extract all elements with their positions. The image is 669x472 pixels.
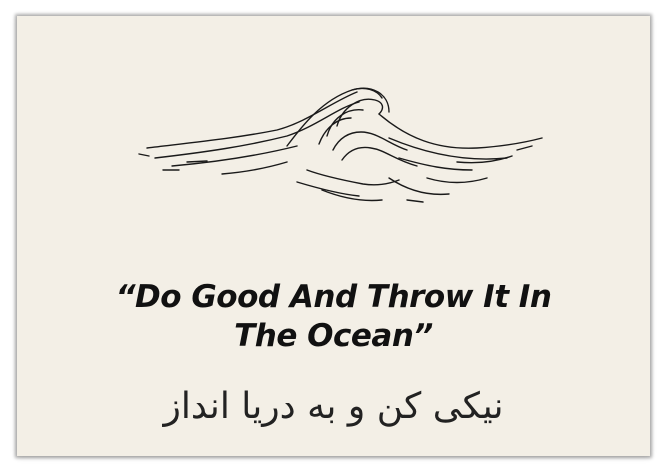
quote-line-1: “Do Good And Throw It In: [115, 279, 552, 315]
persian-quote: نیکی کن و به دریا انداز: [163, 386, 504, 427]
english-quote: [17, 278, 650, 356]
quote-card: [17, 16, 650, 456]
wave-illustration: [127, 66, 547, 216]
quote-line-2: The Ocean”: [234, 318, 433, 354]
